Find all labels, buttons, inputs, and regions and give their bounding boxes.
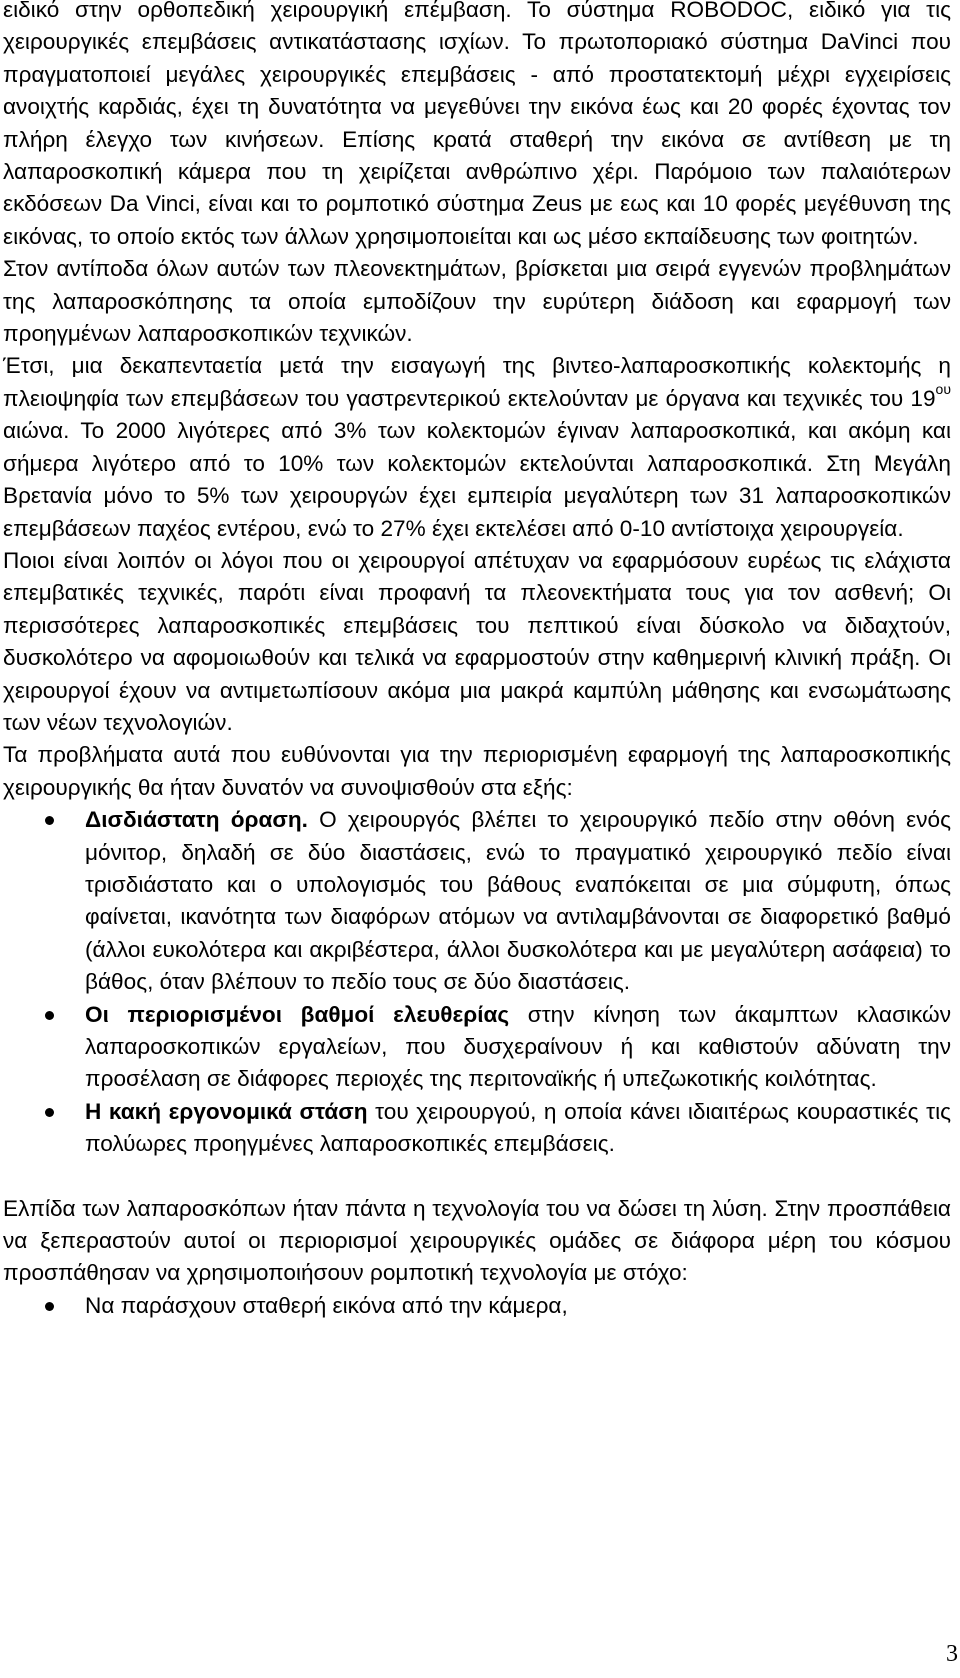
paragraph-robotic-technology: Ελπίδα των λαπαροσκόπων ήταν πάντα η τεχνολογία του να δώσει τη λύση. Στην προσπάθεια να ξεπεραστούν αυτοί οι περιορισμοί χειρουργικές ομάδες σε διάφορα μέρη του κόσμου προσπάθησαν να χρησιμοποιήσουν ρομποτική τεχνολογία με στόχο: (3, 1195, 951, 1286)
paragraph-spacer (3, 1161, 951, 1193)
list-item (3, 804, 951, 998)
bullet-icon (45, 816, 54, 825)
list-item-heading: Οι περιορισμένοι βαθμοί ελευθερίας (85, 1001, 510, 1027)
bullet-icon (45, 1108, 54, 1117)
list-item-text: Να παράσχουν σταθερή εικόνα από την κάμερα, (85, 1292, 568, 1318)
paragraph-robotic-systems: ειδικό στην ορθοπεδική χειρουργική επέμβαση. Το σύστημα ROBODOC, ειδικό για τις χειρουργικές επεμβάσεις αντικατάστασης ισχίων. Το πρωτοποριακό σύστημα DaVinci που πραγματοποιεί μεγάλες χειρουργικές επεμβάσεις - από προστατεκτομή μέχρι εγχειρίσεις ανοιχτής καρδιάς, έχει τη δυνατότητα να μεγεθύνει την εικόνα έως και 20 φορές έχοντας τον πλήρη έλεγχο των κινήσεων. Επίσης κρατά σταθερή την εικόνα σε αντίθεση με τη λαπαροσκοπική κάμερα που τη χειρίζεται ανθρώπινο χέρι. Παρόμοιο των παλαιότερων εκδόσεων Da Vinci, είναι και το ρομποτικό σύστημα Zeus με εως και 10 φορές μεγέθυνση της εικόνας, το οποίο εκτός των άλλων χρησιμοποιείται και ως μέσο εκπαίδευσης των φοιτητών. (3, 0, 951, 249)
list-item-text: του χειρουργού, η οποία κάνει ιδιαιτέρως κουραστικές τις πολύωρες προηγμένες λαπαροσκοπικές επεμβάσεις. (85, 1098, 951, 1157)
document-body (3, 0, 951, 1322)
bullet-icon (45, 1011, 54, 1020)
paragraph-problems-intro: Τα προβλήματα αυτά που ευθύνονται για την περιορισμένη εφαρμογή της λαπαροσκοπικής χειρουργικής θα ήταν δυνατόν να συνοψισθούν στα εξής: (3, 742, 951, 800)
paragraph-colectomy-text-b: αιώνα. Το 2000 λιγότερες από 3% των κολεκτομών έγιναν λαπαροσκοπικά, και ακόμη και σήμερα λιγότερο από το 10% των κολεκτομών εκτελούνται λαπαροσκοπικά. Στη Μεγάλη Βρετανία μόνο το 5% των χειρουργών έχει εμπειρία μεγαλύτερη των 31 λαπαροσκοπικών επεμβάσεων παχέος εντέρου, ενώ το 27% έχει εκτελέσει από 0-10 αντίστοιχα χειρουργεία. (3, 418, 951, 541)
goals-list (3, 1290, 951, 1322)
list-item (3, 1290, 951, 1322)
paragraph-colectomy-text-a: Έτσι, μια δεκαπενταετία μετά την εισαγωγή της βιντεο-λαπαροσκοπικής κολεκτομής η πλειοψηφία των επεμβάσεων του γαστρεντερικού εκτελούνταν με όργανα και τεχνικές του 19 (3, 353, 951, 411)
list-item-text: στην κίνηση των άκαμπτων κλασικών λαπαροσκοπικών εργαλείων, που δυσχεραίνουν ή και καθιστούν αδύνατη την προσέλαση σε διάφορες περιοχές της περιτοναϊκής ή υπεζωκοτικής κοιλότητας. (85, 1001, 951, 1092)
problems-list (3, 804, 951, 1160)
list-item (3, 1096, 951, 1161)
list-item-heading: Η κακή εργονομικά στάση (85, 1098, 368, 1124)
bullet-icon (45, 1302, 54, 1311)
paragraph-reasons: Ποιοι είναι λοιπόν οι λόγοι που οι χειρουργοί απέτυχαν να εφαρμόσουν ευρέως τις ελάχιστα επεμβατικές τεχνικές, παρότι είναι προφανή τα πλεονεκτήματα τους για τον ασθενή; Οι περισσότερες λαπαροσκοπικές επεμβάσεις του πεπτικού είναι δύσκολο να διδαχτούν, δυσκολότερο να αφομοιωθούν και τελικά να εφαρμοστούν στην καθημερινή κλινική πράξη. Οι χειρουργοί έχουν να αντιμετωπίσουν ακόμα μια μακρά καμπύλη μάθησης και ενσωμάτωσης των νέων τεχνολογιών. (3, 547, 951, 735)
paragraph-disadvantages: Στον αντίποδα όλων αυτών των πλεονεκτημάτων, βρίσκεται μια σειρά εγγενών προβλημάτων της λαπαροσκόπησης τα οποία εμποδίζουν την ευρύτερη διάδοση και εφαρμογή των προηγμένων λαπαροσκοπικών τεχνικών. (3, 256, 951, 347)
superscript-ordinal: ου (935, 381, 951, 398)
list-item-heading: Δισδιάστατη όραση. (85, 807, 308, 833)
list-item-text: Ο χειρουργός βλέπει το χειρουργικό πεδίο στην οθόνη ενός μόνιτορ, δηλαδή σε δύο διαστάσεις, ενώ το πραγματικό χειρουργικό πεδίο είναι τρισδιάστατο και ο υπολογισμός του βάθους εναπόκειται σε μια σύμφυτη, όπως φαίνεται, ικανότητα των διαφόρων ατόμων να αντιλαμβάνονται σε διαφορετικό βαθμό (άλλοι ευκολότερα και ακριβέστερα, άλλοι δυσκολότερα και με μεγαλύτερη ασάφεια) το βάθος, όταν βλέπουν το πεδίο τους σε δύο διαστάσεις. (85, 807, 951, 995)
paragraph-colectomy-statistics (3, 350, 951, 544)
page-number: 3 (946, 1641, 958, 1667)
list-item (3, 999, 951, 1096)
